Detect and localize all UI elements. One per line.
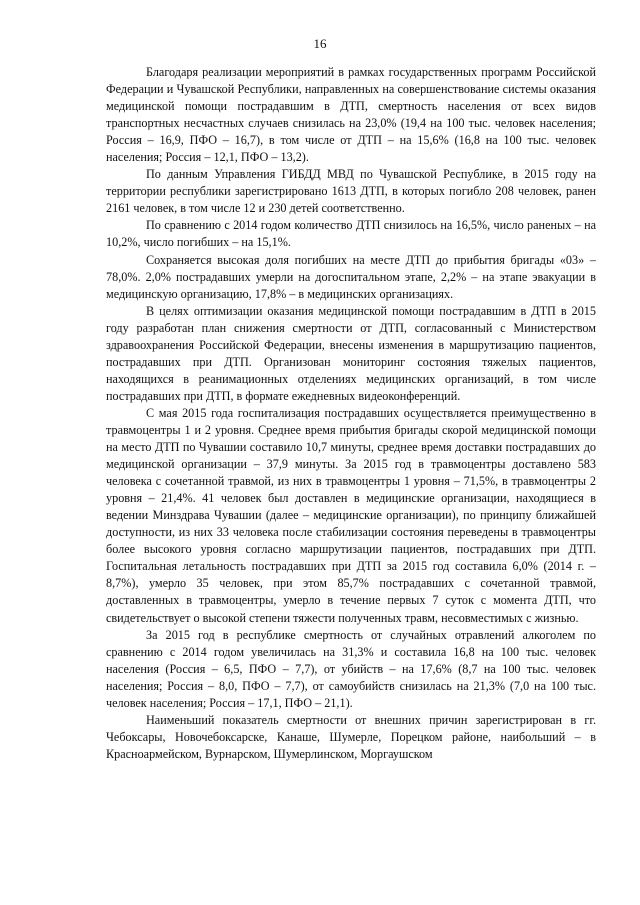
paragraph-external-causes-regions: Наименьший показатель смертности от внешних причин зарегистрирован в гг. Чебоксары, Новочебоксарске, Канаше, Шумерле, Порецком районе, наибольший – в Красноармейском, Вурнарском, Шумерлинском, Моргаушском [106, 712, 596, 761]
page-number: 16 [313, 36, 327, 51]
paragraph-death-at-scene: Сохраняется высокая доля погибших на месте ДТП до прибытия бригады «03» – 78,0%. 2,0% пострадавших умерли на догоспитальном этапе, 2,2% – на этапе эвакуации в медицинскую организацию, 17,8% – в медицинских организациях. [106, 252, 596, 301]
paragraph-traffic-police-statistics: По данным Управления ГИБДД МВД по Чувашской Республике, в 2015 году на территории республики зарегистрировано 1613 ДТП, в которых погибло 208 человек, ранен 2161 человек, в том числе 12 и 230 детей соответственно. [106, 167, 596, 216]
paragraph-comparison-2014: По сравнению с 2014 годом количество ДТП снизилось на 16,5%, число раненых – на 10,2%, число погибших – на 15,1%. [106, 218, 596, 250]
paragraph-road-transport-mortality: Благодаря реализации мероприятий в рамках государственных программ Российской Федерации и Чувашской Республики, направленных на совершенствование системы оказания медицинской помощи пострадавшим в ДТП, смертность населения от всех видов транспортных несчастных случаев снизилась на 23,0% (19,4 на 100 тыс. человек населения; Россия – 16,9, ПФО – 16,7), в том числе от ДТП – на 15,6% (16,8 на 100 тыс. человек населения; Россия – 12,1, ПФО – 13,2). [106, 65, 596, 165]
paragraph-trauma-centers: С мая 2015 года госпитализация пострадавших осуществляется преимущественно в травмоцентры 1 и 2 уровня. Среднее время прибытия бригады скорой медицинской помощи на место ДТП по Чувашии составило 10,7 минуты, среднее время доставки пострадавших до медицинской организации – 37,9 минуты. За 2015 год в травмоцентры доставлено 583 человека с сочетанной травмой, из них в травмоцентры 1 уровня – 71,5%, в травмоцентры 2 уровня – 21,4%. 41 человек был доставлен в медицинские организации, находящиеся в ведении Минздрава Чувашии (далее – медицинские организации), по принципу ближайшей доступности, из них 33 человека после стабилизации состояния переведены в травмоцентры более высокого уровня согласно маршрутизации пациентов, пострадавших при ДТП. Госпитальная летальность пострадавших при ДТП за 2015 год составила 6,0% (2014 г. – 8,7%), умерло 35 человек, при этом 85,7% пострадавших с сочетанной травмой, доставленных в травмоцентры, умерло в течение первых 7 суток с момента ДТП, что свидетельствует о высокой степени тяжести полученных травм, несовместимых с жизнью. [106, 405, 596, 625]
document-body [106, 64, 596, 763]
paragraph-alcohol-poisoning: За 2015 год в республике смертность от случайных отравлений алкоголем по сравнению с 2014 годом увеличилась на 31,3% и составила 16,8 на 100 тыс. человек населения (Россия – 6,5, ПФО – 7,7), от убийств – на 17,6% (8,7 на 100 тыс. человек населения; Россия – 8,0, ПФО – 7,7), от самоубийств снизилась на 21,3% (7,0 на 100 тыс. человек населения; Россия – 17,1, ПФО – 21,1). [106, 627, 596, 710]
paragraph-optimization-measures: В целях оптимизации оказания медицинской помощи пострадавшим в ДТП в 2015 году разработан план снижения смертности от ДТП, согласованный с Министерством здравоохранения Российской Федерации, внесены изменения в маршрутизацию пациентов, пострадавших при ДТП. Организован мониторинг состояния тяжелых пациентов, находящихся в реанимационных отделениях медицинских организаций, в том числе пострадавших при ДТП, в формате ежедневных видеоконференций. [106, 303, 596, 403]
